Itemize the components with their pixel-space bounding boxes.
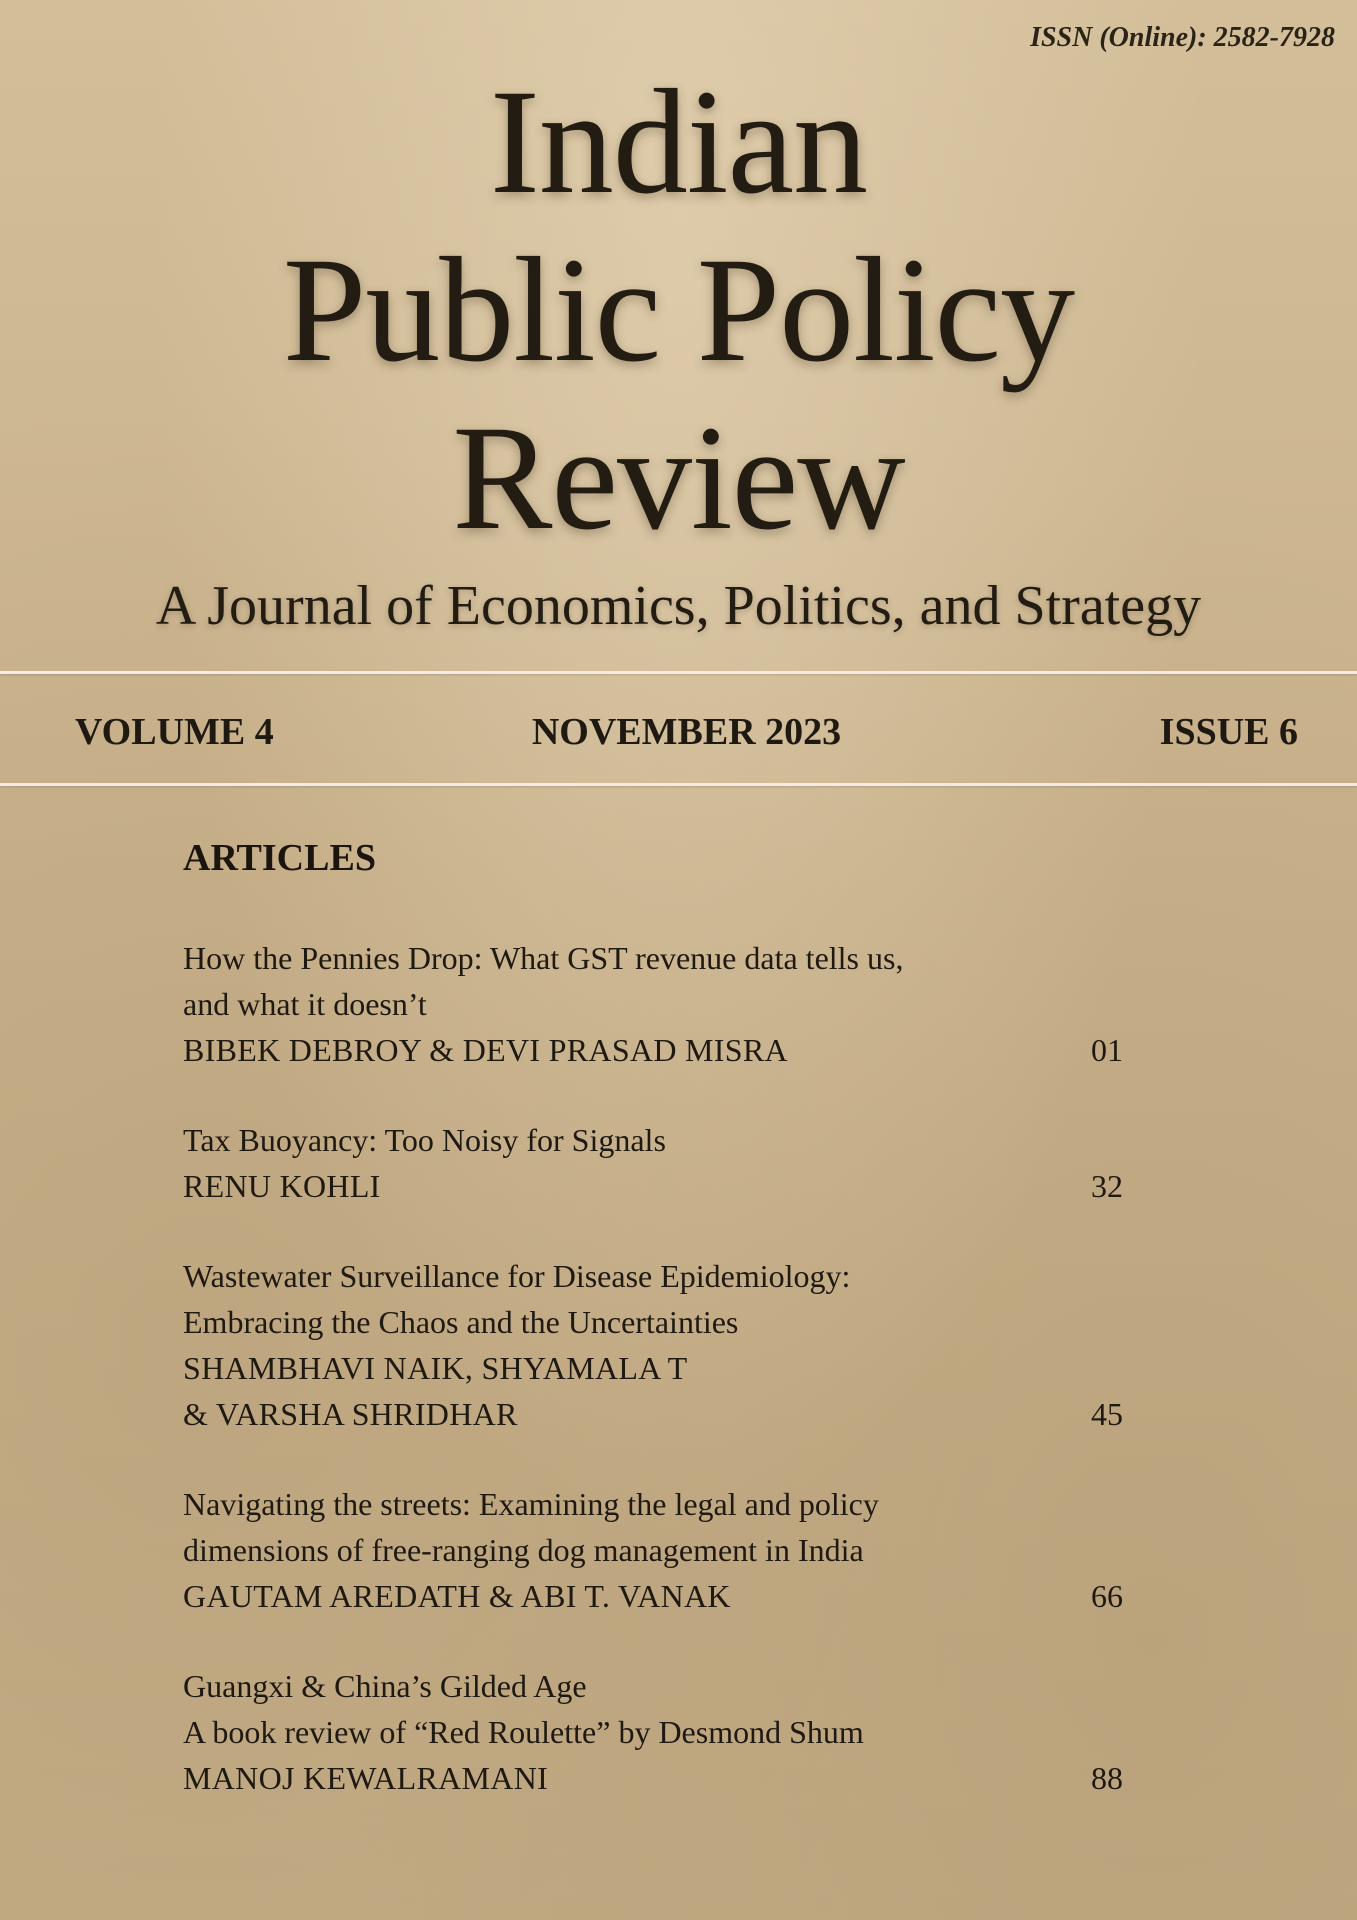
article-page-number: 32 xyxy=(1091,1168,1123,1204)
article-title: How the Pennies Drop: What GST revenue data tells us, xyxy=(183,940,904,976)
article-title: A book review of “Red Roulette” by Desmond Shum xyxy=(183,1714,864,1750)
article-authors: RENU KOHLI xyxy=(183,1168,381,1204)
article-title: Tax Buoyancy: Too Noisy for Signals xyxy=(183,1122,666,1158)
article-authors: BIBEK DEBROY & DEVI PRASAD MISRA xyxy=(183,1032,788,1068)
toc-entry[interactable] xyxy=(183,1663,1123,1801)
journal-title xyxy=(0,58,1357,562)
journal-title-line: Review xyxy=(452,395,905,561)
article-title: dimensions of free-ranging dog management in India xyxy=(183,1532,864,1568)
article-page-number: 45 xyxy=(1091,1396,1123,1432)
volume-label: VOLUME 4 xyxy=(75,711,274,753)
toc-entry[interactable] xyxy=(183,1481,1123,1619)
issn-label: ISSN (Online): 2582-7928 xyxy=(1030,22,1335,53)
issue-date: NOVEMBER 2023 xyxy=(531,711,842,753)
toc-entry[interactable] xyxy=(183,1117,1123,1209)
article-page-number: 01 xyxy=(1091,1032,1123,1068)
article-title: Wastewater Surveillance for Disease Epidemiology: xyxy=(183,1258,851,1294)
article-page-number: 66 xyxy=(1091,1578,1123,1614)
toc-entry[interactable] xyxy=(183,1253,1123,1437)
divider-bottom xyxy=(0,783,1357,786)
articles-heading: ARTICLES xyxy=(183,837,376,879)
article-authors: GAUTAM AREDATH & ABI T. VANAK xyxy=(183,1578,731,1614)
issue-number: ISSUE 6 xyxy=(1159,711,1298,753)
article-page-number: 88 xyxy=(1091,1760,1123,1796)
journal-subtitle: A Journal of Economics, Politics, and Strategy xyxy=(155,575,1202,637)
journal-title-line: Indian xyxy=(489,59,868,225)
article-title: Guangxi & China’s Gilded Age xyxy=(183,1668,587,1704)
issue-info-bar xyxy=(75,710,1298,760)
divider-top xyxy=(0,671,1357,674)
article-title: Embracing the Chaos and the Uncertainties xyxy=(183,1304,739,1340)
journal-title-line: Public Policy xyxy=(282,227,1075,393)
article-authors: MANOJ KEWALRAMANI xyxy=(183,1760,549,1796)
article-title: Navigating the streets: Examining the legal and policy xyxy=(183,1486,879,1522)
table-of-contents xyxy=(183,935,1123,1845)
article-authors: SHAMBHAVI NAIK, SHYAMALA T xyxy=(183,1350,688,1386)
toc-entry[interactable] xyxy=(183,935,1123,1073)
article-title: and what it doesn’t xyxy=(183,986,427,1022)
article-authors: & VARSHA SHRIDHAR xyxy=(183,1396,518,1432)
